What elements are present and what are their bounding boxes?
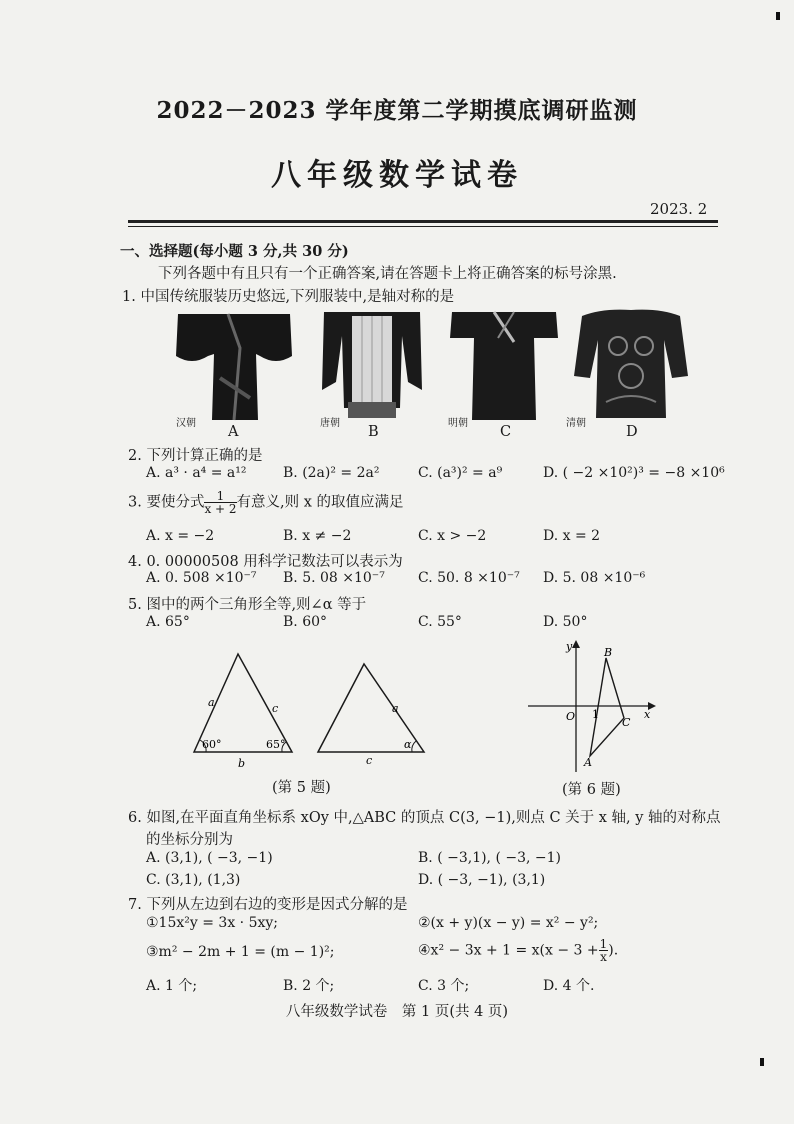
scan-mark-top — [776, 12, 780, 20]
q2-option-c: C. (a³)² = a⁹ — [418, 465, 503, 481]
q5-option-a: A. 65° — [146, 614, 190, 630]
q2-option-a: A. a³ · a⁴ = a¹² — [146, 465, 247, 481]
exam-subject-title: 八年级数学试卷 — [271, 158, 523, 193]
exam-header-title: 2022－2023 学年度第二学期摸底调研监测 — [156, 97, 638, 124]
q3-option-c: C. x > −2 — [418, 528, 487, 544]
q6-point-b: B — [604, 646, 613, 659]
q4-option-d: D. 5. 08 ×10⁻⁶ — [543, 570, 646, 586]
q5-label-alpha: α — [404, 738, 412, 751]
garment-d-letter: D — [626, 424, 638, 440]
q3-frac-num: 1 — [204, 490, 236, 503]
q6-option-a: A. (3,1), ( −3, −1) — [146, 850, 273, 866]
q7-option-a: A. 1 个; — [146, 978, 198, 994]
q6-point-a: A — [584, 756, 592, 769]
q5-caption: (第 5 题) — [272, 780, 331, 796]
q4-option-b: B. 5. 08 ×10⁻⁷ — [283, 570, 385, 586]
q7-item4-post: ). — [608, 942, 619, 959]
q4-option-a: A. 0. 508 ×10⁻⁷ — [146, 570, 257, 586]
q6-tick-1: 1 — [592, 708, 599, 721]
q5-label-c: c — [272, 702, 279, 715]
garment-d-figure — [572, 306, 690, 424]
garment-c-letter: C — [500, 424, 512, 440]
q5-triangles-figure — [186, 646, 436, 771]
exam-date: 2023. 2 — [650, 200, 708, 218]
question-4-stem: 4. 0. 00000508 用科学记数法可以表示为 — [128, 554, 403, 570]
q6-origin: O — [566, 710, 576, 723]
garment-a-figure — [168, 308, 300, 428]
question-7-stem: 7. 下列从左边到右边的变形是因式分解的是 — [128, 897, 408, 913]
q7-item-1: ①15x²y = 3x · 5xy; — [146, 915, 278, 931]
q3-option-a: A. x = −2 — [146, 528, 215, 544]
garment-c-label: 明朝 — [448, 418, 468, 429]
question-3-stem — [128, 490, 404, 515]
q5-label-b: b — [238, 757, 246, 770]
garment-b-figure — [316, 308, 428, 428]
page-footer: 八年级数学试卷 第 1 页(共 4 页) — [285, 1004, 509, 1020]
garment-a-label: 汉朝 — [176, 418, 196, 429]
q7-item4-pre: ④x² − 3x + 1 = x(x − 3 + — [418, 942, 599, 959]
header-rule-thick — [128, 220, 718, 223]
q3-stem-post: 有意义,则 x 的取值应满足 — [236, 494, 404, 511]
q5-label-c2: c — [366, 754, 373, 767]
question-1-stem: 1. 中国传统服装历史悠远,下列服装中,是轴对称的是 — [122, 289, 455, 305]
garment-d-label: 清朝 — [566, 418, 586, 429]
q5-option-d: D. 50° — [543, 614, 588, 630]
q2-option-d: D. ( −2 ×10²)³ = −8 ×10⁶ — [543, 465, 725, 481]
q3-fraction — [204, 490, 236, 515]
section-heading: 一、选择题(每小题 3 分,共 30 分) — [120, 243, 349, 260]
scan-mark-bottom — [760, 1058, 764, 1066]
q7-option-d: D. 4 个. — [543, 978, 595, 994]
q6-option-c: C. (3,1), (1,3) — [146, 872, 241, 888]
garment-b-label: 唐朝 — [320, 418, 340, 429]
garment-c-figure — [448, 308, 560, 428]
q7-item4-num: 1 — [599, 937, 608, 951]
q6-option-b: B. ( −3,1), ( −3, −1) — [418, 850, 562, 866]
garment-a-letter: A — [228, 424, 239, 440]
q6-axis-x: x — [644, 708, 651, 721]
q5-option-c: C. 55° — [418, 614, 462, 630]
section-instruction: 下列各题中有且只有一个正确答案,请在答题卡上将正确答案的标号涂黑. — [158, 266, 617, 282]
q7-option-b: B. 2 个; — [283, 978, 335, 994]
question-2-stem: 2. 下列计算正确的是 — [128, 448, 263, 464]
q5-label-a2: a — [392, 702, 399, 715]
q7-option-c: C. 3 个; — [418, 978, 470, 994]
q5-label-a: a — [208, 696, 215, 709]
q2-option-b: B. (2a)² = 2a² — [283, 465, 380, 481]
q6-axis-y: y — [566, 640, 573, 653]
q6-caption: (第 6 题) — [562, 782, 621, 798]
question-6-stem-line2: 的坐标分别为 — [146, 832, 233, 848]
q3-option-d: D. x = 2 — [543, 528, 601, 544]
question-6-stem-line1: 6. 如图,在平面直角坐标系 xOy 中,△ABC 的顶点 C(3, −1),则点 C 关于 x 轴, y 轴的对称点 — [128, 810, 721, 826]
garment-b-letter: B — [368, 424, 379, 440]
question-5-stem: 5. 图中的两个三角形全等,则∠α 等于 — [128, 597, 367, 613]
q6-point-c: C — [622, 716, 631, 729]
q5-angle-60: 60° — [202, 738, 222, 751]
q5-option-b: B. 60° — [283, 614, 328, 630]
q7-item4-den: x — [600, 950, 607, 964]
q7-item-2: ②(x + y)(x − y) = x² − y²; — [418, 915, 599, 931]
header-rule-thin — [128, 226, 718, 227]
q6-option-d: D. ( −3, −1), (3,1) — [418, 872, 546, 888]
q7-item4-fraction — [599, 938, 609, 963]
q3-stem-pre: 3. 要使分式 — [128, 494, 205, 511]
q4-option-c: C. 50. 8 ×10⁻⁷ — [418, 570, 520, 586]
q7-item-4 — [418, 938, 618, 963]
q5-angle-65: 65° — [266, 738, 286, 751]
q3-option-b: B. x ≠ −2 — [283, 528, 352, 544]
q6-coordinate-figure — [524, 636, 664, 778]
q7-item-3: ③m² − 2m + 1 = (m − 1)²; — [146, 944, 335, 960]
q3-frac-den: x + 2 — [204, 502, 237, 516]
